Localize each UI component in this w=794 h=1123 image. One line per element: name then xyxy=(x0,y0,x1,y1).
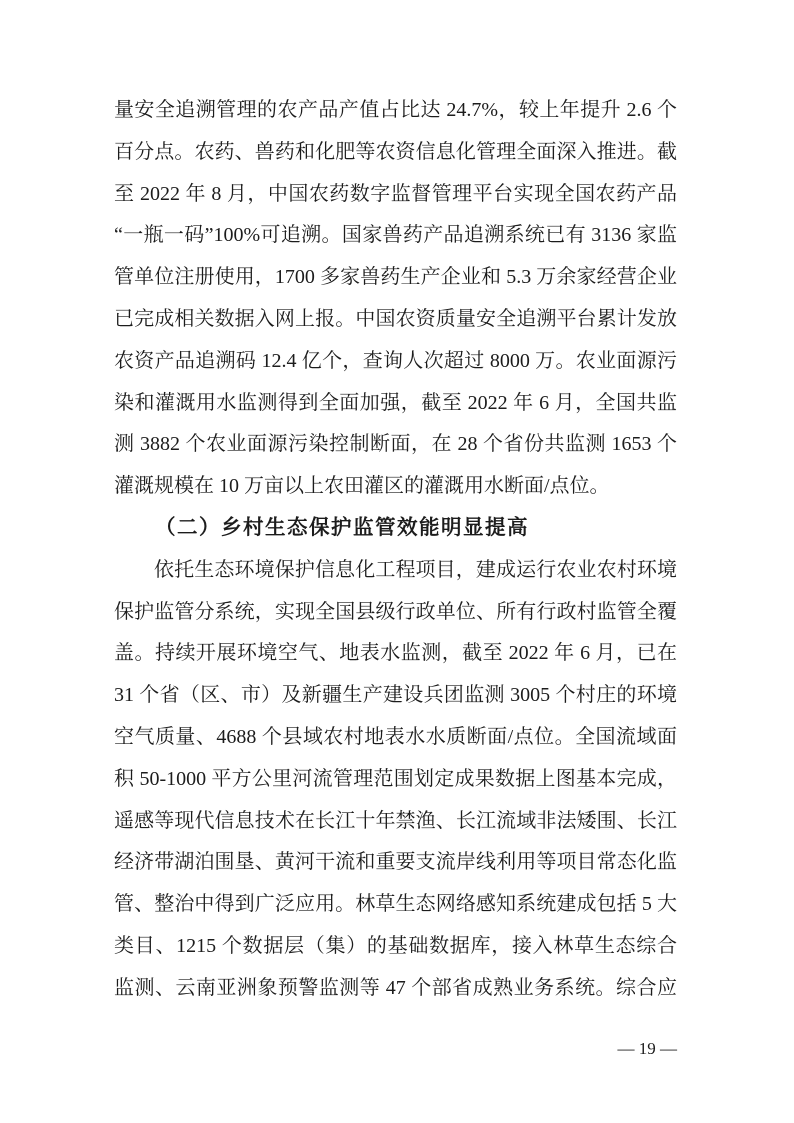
text-line: 空气质量、4688 个县域农村地表水水质断面/点位。全国流域面 xyxy=(114,725,677,748)
text-line: 已完成相关数据入网上报。中国农资质量安全追溯平台累计发放 xyxy=(114,307,677,330)
text-line: 监测、云南亚洲象预警监测等 47 个部省成熟业务系统。综合应 xyxy=(114,976,677,999)
text-line: 盖。持续开展环境空气、地表水监测，截至 2022 年 6 月，已在 xyxy=(114,642,677,665)
text-line: 31 个省（区、市）及新疆生产建设兵团监测 3005 个村庄的环境 xyxy=(114,684,677,707)
text-line: 管、整治中得到广泛应用。林草生态网络感知系统建成包括 5 大 xyxy=(114,893,677,916)
text-line: 类目、1215 个数据层（集）的基础数据库，接入林草生态综合 xyxy=(114,934,677,957)
text-line: 灌溉规模在 10 万亩以上农田灌区的灌溉用水断面/点位。 xyxy=(114,475,610,498)
text-line: 积 50-1000 平方公里河流管理范围划定成果数据上图基本完成， xyxy=(114,767,677,790)
text-line: 遥感等现代信息技术在长江十年禁渔、长江流域非法矮围、长江 xyxy=(114,809,677,832)
text-line: 染和灌溉用水监测得到全面加强，截至 2022 年 6 月，全国共监 xyxy=(114,391,677,414)
text-line: “一瓶一码”100%可追溯。国家兽药产品追溯系统已有 3136 家监 xyxy=(114,224,677,247)
page-number: — 19 — xyxy=(617,1039,677,1058)
text-block xyxy=(114,90,677,1010)
text-line: 依托生态环境保护信息化工程项目，建成运行农业农村环境 xyxy=(154,558,677,581)
text-line: 量安全追溯管理的农产品产值占比达 24.7%，较上年提升 2.6 个 xyxy=(114,99,677,121)
text-line: 保护监管分系统，实现全国县级行政单位、所有行政村监管全覆 xyxy=(114,600,677,623)
paragraph-agri-traceability xyxy=(114,90,677,508)
text-line: 管单位注册使用，1700 多家兽药生产企业和 5.3 万余家经营企业 xyxy=(114,266,677,289)
text-line: 至 2022 年 8 月，中国农药数字监督管理平台实现全国农药产品 xyxy=(114,182,677,205)
text-line: 百分点。农药、兽药和化肥等农资信息化管理全面深入推进。截 xyxy=(114,140,677,163)
text-line: 农资产品追溯码 12.4 亿个，查询人次超过 8000 万。农业面源污 xyxy=(114,349,677,372)
text-line: 经济带湖泊围垦、黄河干流和重要支流岸线利用等项目常态化监 xyxy=(114,851,677,874)
text-line: 测 3882 个农业面源污染控制断面，在 28 个省份共监测 1653 个 xyxy=(114,433,677,456)
section-heading-rural-ecology: （二）乡村生态保护监管效能明显提高 xyxy=(155,516,529,539)
paragraph-rural-eco-protection xyxy=(114,550,677,1010)
